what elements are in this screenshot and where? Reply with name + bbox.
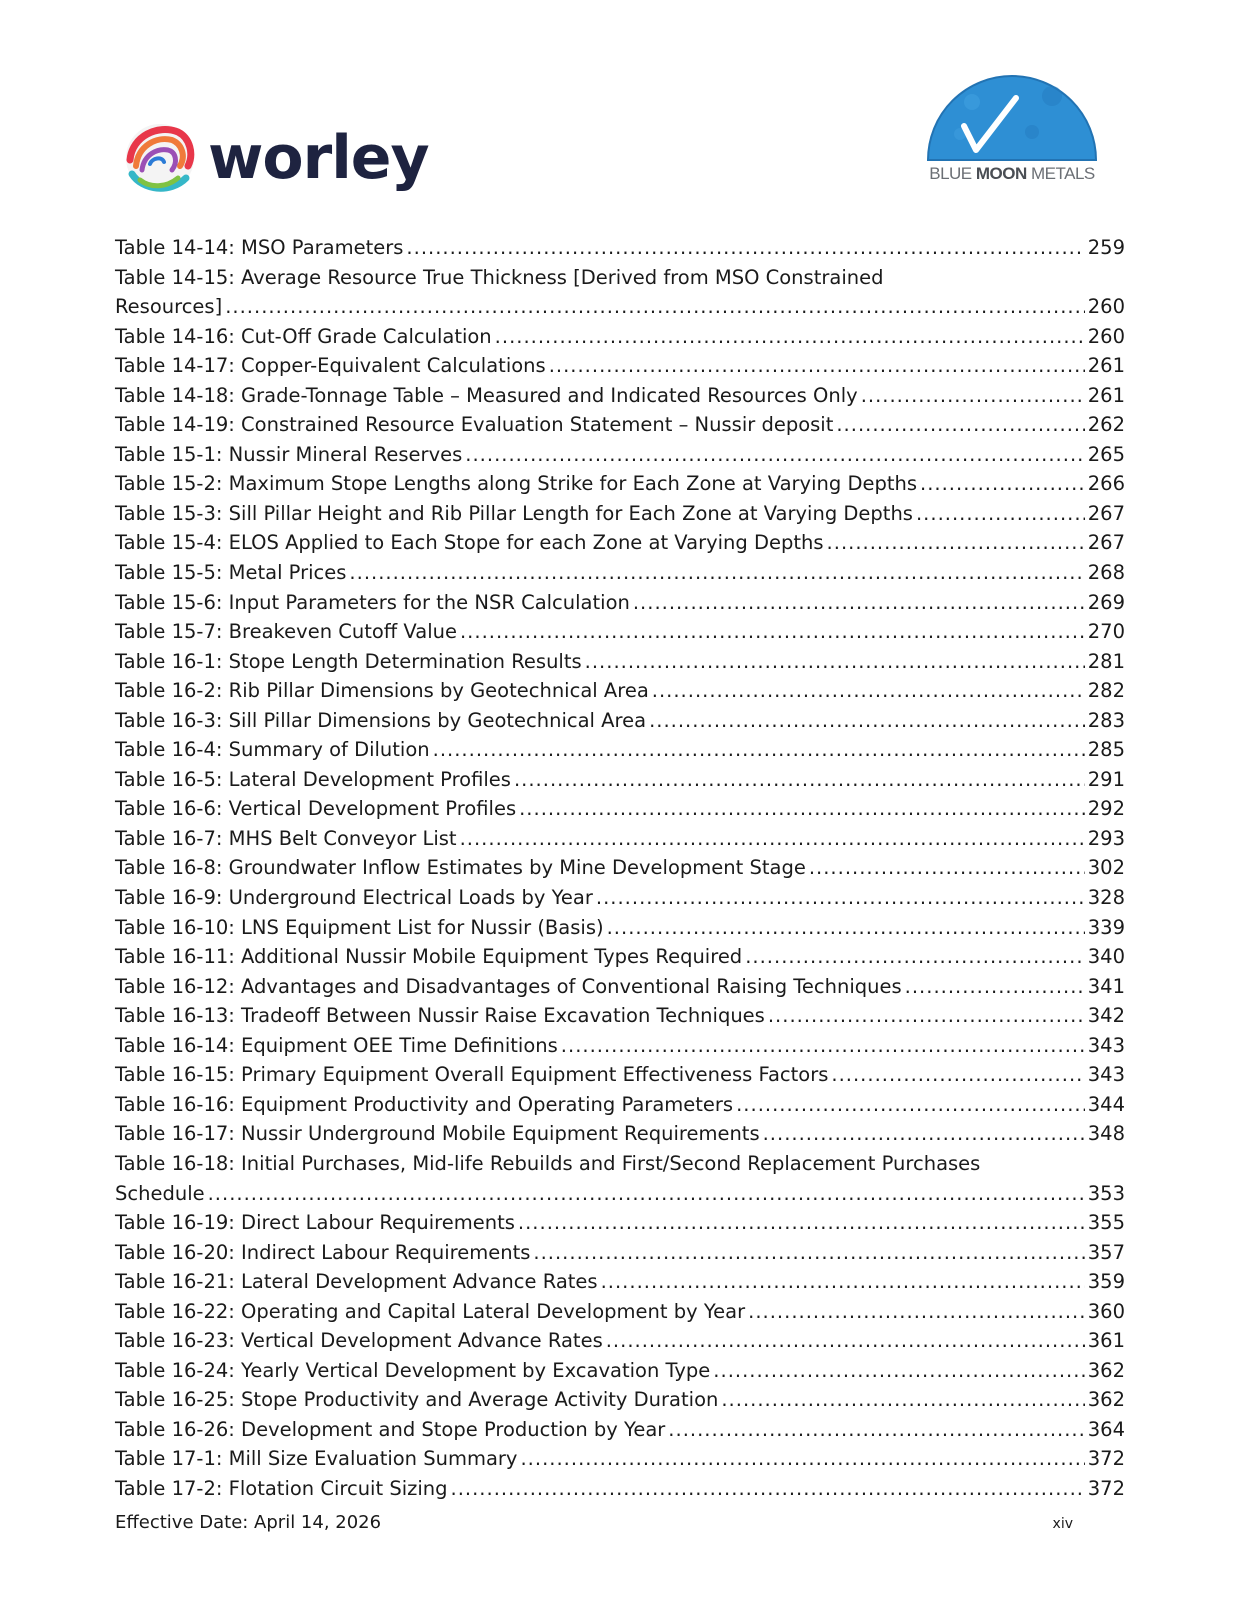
toc-entry-page-number: 260 xyxy=(1087,324,1125,348)
toc-entry-title: Table 15-7: Breakeven Cutoff Value xyxy=(115,620,457,644)
dot-leader xyxy=(495,322,1085,352)
toc-entry-title: Table 14-16: Cut-Off Grade Calculation xyxy=(115,324,492,348)
dot-leader xyxy=(713,1356,1084,1386)
toc-entry-title: Table 16-26: Development and Stope Production by Year xyxy=(115,1417,666,1441)
toc-entry[interactable] xyxy=(115,942,1125,972)
toc-entry[interactable] xyxy=(115,647,1125,677)
page-number: xiv xyxy=(1052,1516,1073,1532)
toc-entry[interactable] xyxy=(115,1444,1125,1474)
toc-entry-title: Table 16-11: Additional Nussir Mobile Equipment Types Required xyxy=(115,945,743,969)
toc-entry[interactable] xyxy=(115,528,1125,558)
toc-entry-page-number: 372 xyxy=(1087,1476,1125,1500)
toc-entry-page-number: 267 xyxy=(1087,531,1125,555)
toc-entry-title: Table 16-5: Lateral Development Profiles xyxy=(115,767,511,791)
dot-leader xyxy=(451,1474,1085,1504)
toc-entry-page-number: 355 xyxy=(1087,1211,1125,1235)
toc-entry-page-number: 261 xyxy=(1087,383,1125,407)
dot-leader xyxy=(652,676,1085,706)
dot-leader xyxy=(460,617,1085,647)
toc-entry-title: Table 16-12: Advantages and Disadvantages of Conventional Raising Techniques xyxy=(115,974,902,998)
toc-entry-page-number: 265 xyxy=(1087,442,1125,466)
dot-leader xyxy=(514,765,1085,795)
dot-leader xyxy=(460,824,1085,854)
toc-entry-title: Table 16-19: Direct Labour Requirements xyxy=(115,1211,515,1235)
toc-entry-title: Table 16-3: Sill Pillar Dimensions by Geotechnical Area xyxy=(115,708,647,732)
toc-entry-page-number: 362 xyxy=(1087,1388,1125,1412)
toc-entry[interactable] xyxy=(115,972,1125,1002)
toc-entry-title: Table 15-6: Input Parameters for the NSR Calculation xyxy=(115,590,630,614)
toc-entry-page-number: 339 xyxy=(1087,915,1125,939)
toc-entry-page-number: 362 xyxy=(1087,1358,1125,1382)
toc-entry[interactable] xyxy=(115,1356,1125,1386)
toc-entry[interactable] xyxy=(115,1267,1125,1297)
toc-entry-page-number: 260 xyxy=(1087,295,1125,319)
toc-entry-page-number: 361 xyxy=(1087,1329,1125,1353)
dot-leader xyxy=(745,942,1085,972)
toc-entry[interactable] xyxy=(115,1474,1125,1504)
toc-entry[interactable] xyxy=(115,794,1125,824)
toc-entry-title: Table 15-5: Metal Prices xyxy=(115,561,347,585)
dot-leader xyxy=(606,1326,1085,1356)
dot-leader xyxy=(920,469,1085,499)
toc-entry-page-number: 353 xyxy=(1087,1181,1125,1205)
toc-entry-page-number: 282 xyxy=(1087,679,1125,703)
toc-entry[interactable] xyxy=(115,735,1125,765)
toc-entry-page-number: 340 xyxy=(1087,945,1125,969)
dot-leader xyxy=(519,794,1085,824)
toc-entry[interactable] xyxy=(115,1031,1125,1061)
worley-wordmark: worley xyxy=(208,123,429,193)
toc-entry[interactable] xyxy=(115,617,1125,647)
toc-entry-page-number: 270 xyxy=(1087,620,1125,644)
toc-entry-page-number: 360 xyxy=(1087,1299,1125,1323)
toc-entry[interactable] xyxy=(115,1208,1125,1238)
toc-entry-title: Table 16-24: Yearly Vertical Development by Excavation Type xyxy=(115,1358,711,1382)
dot-leader xyxy=(520,1444,1084,1474)
toc-entry[interactable] xyxy=(115,410,1125,440)
dot-leader xyxy=(861,381,1085,411)
toc-entry[interactable] xyxy=(115,1119,1125,1149)
toc-entry[interactable] xyxy=(115,765,1125,795)
dot-leader xyxy=(607,913,1085,943)
toc-entry-page-number: 261 xyxy=(1087,354,1125,378)
dot-leader xyxy=(465,440,1084,470)
toc-entry-page-number: 291 xyxy=(1087,767,1125,791)
toc-entry[interactable] xyxy=(115,1090,1125,1120)
toc-entry-title: Table 16-1: Stope Length Determination Results xyxy=(115,649,582,673)
dot-leader xyxy=(208,1179,1085,1209)
dot-leader xyxy=(406,233,1084,263)
toc-entry-page-number: 293 xyxy=(1087,826,1125,850)
toc-entry[interactable] xyxy=(115,1238,1125,1268)
toc-entry-title: Table 15-1: Nussir Mineral Reserves xyxy=(115,442,463,466)
toc-entry[interactable] xyxy=(115,853,1125,883)
toc-entry-title: Table 16-9: Underground Electrical Loads by Year xyxy=(115,886,593,910)
dot-leader xyxy=(768,1001,1085,1031)
toc-entry-title: Table 16-21: Lateral Development Advance Rates xyxy=(115,1270,598,1294)
toc-entry-title: Table 17-2: Flotation Circuit Sizing xyxy=(115,1476,448,1500)
toc-entry-page-number: 359 xyxy=(1087,1270,1125,1294)
toc-entry-title: Table 14-19: Constrained Resource Evaluation Statement – Nussir deposit xyxy=(115,413,834,437)
toc-entry[interactable] xyxy=(115,381,1125,411)
blue-moon-metals-wordmark: BLUE MOON METALS xyxy=(929,164,1095,183)
toc-entry-title: Table 16-2: Rib Pillar Dimensions by Geotechnical Area xyxy=(115,679,649,703)
dot-leader xyxy=(831,1060,1084,1090)
toc-entry-title: Table 16-6: Vertical Development Profiles xyxy=(115,797,517,821)
toc-entry[interactable] xyxy=(115,1326,1125,1356)
toc-entry-title: Table 16-13: Tradeoff Between Nussir Raise Excavation Techniques xyxy=(115,1004,765,1028)
toc-entry-page-number: 372 xyxy=(1087,1447,1125,1471)
toc-entry-title: Table 16-15: Primary Equipment Overall Equipment Effectiveness Factors xyxy=(115,1063,829,1087)
toc-entry-page-number: 269 xyxy=(1087,590,1125,614)
toc-entry-title: Table 16-25: Stope Productivity and Average Activity Duration xyxy=(115,1388,719,1412)
toc-entry-page-number: 259 xyxy=(1087,236,1125,259)
toc-entry[interactable] xyxy=(115,588,1125,618)
toc-entry-page-number: 348 xyxy=(1087,1122,1125,1146)
toc-entry-title: Table 15-4: ELOS Applied to Each Stope for each Zone at Varying Depths xyxy=(115,531,824,555)
toc-entry[interactable] xyxy=(115,824,1125,854)
toc-entry[interactable] xyxy=(115,440,1125,470)
blue-moon-metals-logo xyxy=(912,62,1112,190)
toc-entry-title: Table 17-1: Mill Size Evaluation Summary xyxy=(115,1447,518,1471)
dot-leader xyxy=(585,647,1085,677)
dot-leader xyxy=(905,972,1085,1002)
toc-entry-page-number: 343 xyxy=(1087,1063,1125,1087)
toc-entry-page-number: 364 xyxy=(1087,1417,1125,1441)
dot-leader xyxy=(433,735,1085,765)
toc-entry-page-number: 292 xyxy=(1087,797,1125,821)
dot-leader xyxy=(561,1031,1085,1061)
list-of-tables xyxy=(115,233,1125,1504)
toc-entry[interactable] xyxy=(115,1060,1125,1090)
dot-leader xyxy=(809,853,1085,883)
dot-leader xyxy=(836,410,1084,440)
toc-entry-page-number: 268 xyxy=(1087,561,1125,585)
toc-entry-page-number: 281 xyxy=(1087,649,1125,673)
toc-entry-page-number: 283 xyxy=(1087,708,1125,732)
toc-entry[interactable] xyxy=(115,351,1125,381)
toc-entry[interactable] xyxy=(115,558,1125,588)
toc-entry[interactable] xyxy=(115,1297,1125,1327)
toc-entry-page-number: 266 xyxy=(1087,472,1125,496)
toc-entry[interactable] xyxy=(115,706,1125,736)
dot-leader xyxy=(916,499,1085,529)
toc-entry-title: Table 16-16: Equipment Productivity and Operating Parameters xyxy=(115,1092,734,1116)
dot-leader xyxy=(601,1267,1085,1297)
toc-entry[interactable] xyxy=(115,1415,1125,1445)
toc-entry-title: Table 16-4: Summary of Dilution xyxy=(115,738,430,762)
toc-entry[interactable] xyxy=(115,233,1125,263)
toc-entry-page-number: 344 xyxy=(1087,1092,1125,1116)
dot-leader xyxy=(549,351,1085,381)
toc-entry-title-line[interactable]: Table 16-18: Initial Purchases, Mid-life Rebuilds and First/Second Replacement Purchases xyxy=(115,1151,981,1175)
dot-leader xyxy=(596,883,1085,913)
toc-entry[interactable] xyxy=(115,499,1125,529)
toc-entry-page-number: 262 xyxy=(1087,413,1125,437)
dot-leader xyxy=(763,1119,1085,1149)
toc-entry[interactable] xyxy=(115,676,1125,706)
worley-logo xyxy=(122,118,442,198)
toc-entry-title: Table 16-22: Operating and Capital Lateral Development by Year xyxy=(115,1299,746,1323)
toc-entry-page-number: 328 xyxy=(1087,886,1125,910)
toc-entry-title: Table 14-14: MSO Parameters xyxy=(115,236,404,259)
toc-entry-title: Table 16-7: MHS Belt Conveyor List xyxy=(115,826,457,850)
toc-entry-title: Table 15-3: Sill Pillar Height and Rib Pillar Length for Each Zone at Varying Depths xyxy=(115,501,913,525)
toc-entry-title: Table 16-14: Equipment OEE Time Definitions xyxy=(115,1033,558,1057)
dot-leader xyxy=(633,588,1085,618)
toc-entry[interactable] xyxy=(115,1179,1125,1209)
toc-entry-page-number: 343 xyxy=(1087,1033,1125,1057)
toc-entry-page-number: 302 xyxy=(1087,856,1125,880)
toc-entry[interactable] xyxy=(115,292,1125,322)
toc-entry-page-number: 342 xyxy=(1087,1004,1125,1028)
toc-entry-page-number: 285 xyxy=(1087,738,1125,762)
worley-swirl-icon xyxy=(122,120,198,196)
toc-entry[interactable] xyxy=(115,322,1125,352)
toc-entry-title: Table 16-8: Groundwater Inflow Estimates by Mine Development Stage xyxy=(115,856,806,880)
toc-entry-title: Table 16-23: Vertical Development Advance Rates xyxy=(115,1329,603,1353)
toc-entry[interactable] xyxy=(115,883,1125,913)
toc-entry-title: Table 16-10: LNS Equipment List for Nussir (Basis) xyxy=(115,915,604,939)
toc-entry-title: Table 16-20: Indirect Labour Requirements xyxy=(115,1240,531,1264)
dot-leader xyxy=(349,558,1084,588)
toc-entry-page-number: 267 xyxy=(1087,501,1125,525)
toc-entry[interactable] xyxy=(115,1385,1125,1415)
dot-leader xyxy=(721,1385,1084,1415)
toc-entry[interactable] xyxy=(115,469,1125,499)
toc-entry-title-line[interactable]: Table 14-15: Average Resource True Thickness [Derived from MSO Constrained xyxy=(115,265,884,289)
toc-entry-page-number: 357 xyxy=(1087,1240,1125,1264)
dot-leader xyxy=(827,528,1085,558)
moon-icon xyxy=(912,62,1112,162)
toc-entry[interactable] xyxy=(115,1001,1125,1031)
toc-entry-title: Schedule xyxy=(115,1181,205,1205)
toc-entry[interactable] xyxy=(115,913,1125,943)
dot-leader xyxy=(748,1297,1085,1327)
dot-leader xyxy=(225,292,1085,322)
toc-entry-page-number: 341 xyxy=(1087,974,1125,998)
dot-leader xyxy=(518,1208,1085,1238)
dot-leader xyxy=(533,1238,1084,1268)
toc-entry-title: Resources] xyxy=(115,295,223,319)
dot-leader xyxy=(649,706,1085,736)
toc-entry-title: Table 16-17: Nussir Underground Mobile Equipment Requirements xyxy=(115,1122,760,1146)
toc-entry-title: Table 14-18: Grade-Tonnage Table – Measured and Indicated Resources Only xyxy=(115,383,858,407)
dot-leader xyxy=(736,1090,1085,1120)
dot-leader xyxy=(668,1415,1084,1445)
toc-entry-title: Table 15-2: Maximum Stope Lengths along Strike for Each Zone at Varying Depths xyxy=(115,472,917,496)
toc-entry-title: Table 14-17: Copper-Equivalent Calculations xyxy=(115,354,546,378)
effective-date: Effective Date: April 14, 2026 xyxy=(115,1512,382,1533)
